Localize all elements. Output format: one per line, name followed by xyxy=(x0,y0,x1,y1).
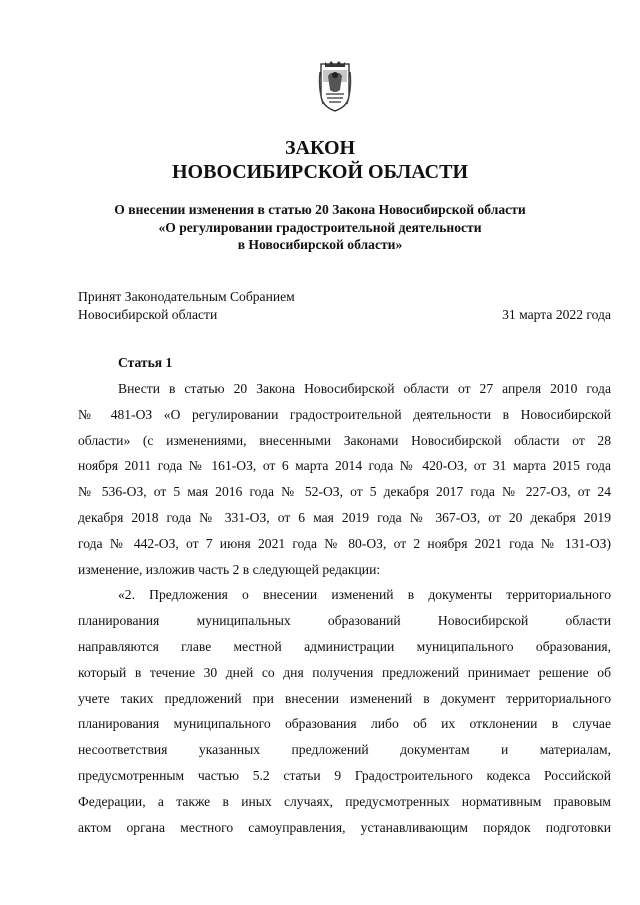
region-title: НОВОСИБИРСКОЙ ОБЛАСТИ xyxy=(171,161,469,183)
adoption-block xyxy=(78,288,611,323)
body-line: направляются главе местной администрации муниципального образования, xyxy=(78,638,611,654)
body-line: изменение, изложив часть 2 в следующей редакции: xyxy=(78,561,381,577)
article-heading: Статья 1 xyxy=(118,355,173,370)
coat-of-arms-icon xyxy=(318,60,352,112)
body-line: планирования муниципальных образований Новосибирской области xyxy=(78,613,611,629)
body-line: Федерации, а также в иных случаях, предусмотренных нормативным правовым xyxy=(78,793,611,809)
law-subtitle xyxy=(0,201,640,254)
body-line: ноября 2011 года № 161-ОЗ, от 6 марта 2014 года № 420-ОЗ, от 31 марта 2015 года xyxy=(78,458,611,474)
body-line: который в течение 30 дней со дня получения предложений принимает решение об xyxy=(78,664,611,680)
body-line: актом органа местного самоуправления, устанавливающим порядок подготовки xyxy=(78,819,611,835)
law-title: ЗАКОН xyxy=(284,137,356,159)
subtitle-line: в Новосибирской области» xyxy=(237,237,403,252)
adopted-by-line: Принят Законодательным Собранием xyxy=(78,289,295,304)
body-line: области» (с изменениями, внесенными Законами Новосибирской области от 28 xyxy=(78,432,611,448)
body-line: года № 442-ОЗ, от 7 июня 2021 года № 80-ОЗ, от 2 ноября 2021 года № 131-ОЗ) xyxy=(78,535,611,551)
article-body xyxy=(78,376,611,840)
adoption-date: 31 марта 2022 года xyxy=(502,306,611,322)
body-line: «2. Предложения о внесении изменений в документы территориального xyxy=(118,587,611,603)
body-line: планирования муниципального образования либо об их отклонении в случае xyxy=(78,716,611,732)
subtitle-line: О внесении изменения в статью 20 Закона Новосибирской области xyxy=(114,202,526,217)
body-line: № 536-ОЗ, от 5 мая 2016 года № 52-ОЗ, от 5 декабря 2017 года № 227-ОЗ, от 24 xyxy=(78,484,611,500)
subtitle-line: «О регулировании градостроительной деятельности xyxy=(158,219,482,235)
body-line: № 481-ОЗ «О регулировании градостроительной деятельности в Новосибирской xyxy=(78,406,611,422)
adopted-by-region: Новосибирской области xyxy=(78,306,218,322)
body-line: декабря 2018 года № 331-ОЗ, от 6 мая 2019 года № 367-ОЗ, от 20 декабря 2019 xyxy=(78,509,611,525)
body-line: предусмотренным частью 5.2 статьи 9 Градостроительного кодекса Российской xyxy=(78,767,611,783)
body-line: несоответствия указанных предложений документам и материалам, xyxy=(78,742,611,758)
body-line: Внести в статью 20 Закона Новосибирской области от 27 апреля 2010 года xyxy=(118,381,611,396)
body-line: учете таких предложений при внесении изменений в документ территориального xyxy=(78,690,611,706)
